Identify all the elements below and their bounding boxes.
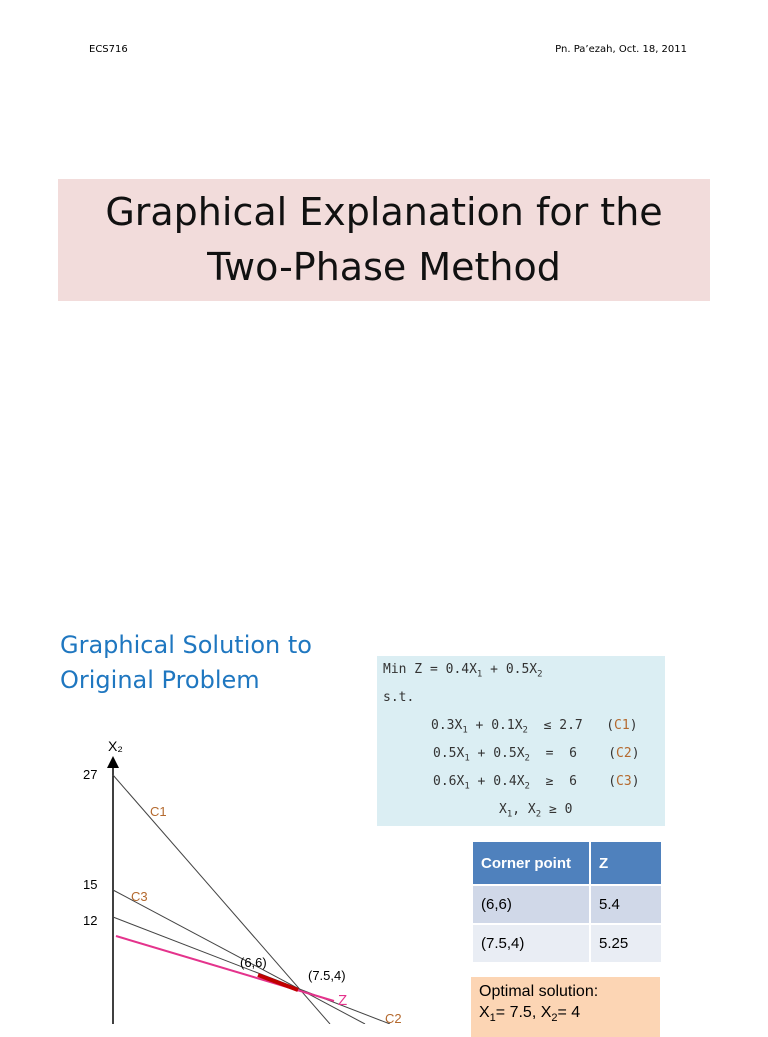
cell-corner-point: (7.5,4)	[472, 924, 590, 963]
cell-z: 5.25	[590, 924, 662, 963]
optimal-value: $X_1= 7.5$, $X_2= 4$	[479, 1004, 581, 1025]
constraint-c3: $0.6X_1 + 0.4X_2 \ge 6$ (C3)	[433, 774, 640, 792]
cell-z: 5.4	[590, 885, 662, 924]
header-corner-point: Corner point	[472, 841, 590, 885]
section-title	[60, 628, 312, 698]
table-header-row	[472, 841, 662, 885]
tick-label: 12	[83, 913, 98, 928]
optimal-label: Optimal solution:	[479, 983, 599, 1000]
course-code: ECS716	[89, 44, 128, 55]
nonnegativity: $X_1$, $X_2 \ge 0$	[499, 802, 573, 820]
problem-formulation	[377, 656, 665, 826]
objective-function: Min $Z = 0.4X_1 + 0.5X_2$	[383, 662, 543, 680]
x2-axis-label: X₂	[108, 738, 123, 754]
c2-label: C2	[385, 1011, 402, 1024]
constraint-c2: $0.5X_1 + 0.5X_2 = 6$ (C2)	[433, 746, 640, 764]
section-title-line-2: Original Problem	[60, 666, 260, 694]
c1-label: C1	[150, 804, 167, 819]
table-row	[472, 885, 662, 924]
c2-line	[113, 917, 390, 1024]
c3-label: C3	[131, 889, 148, 904]
tick-label: 15	[83, 877, 98, 892]
c3-line	[113, 890, 365, 1024]
optimal-solution-box	[471, 977, 660, 1037]
table-row	[472, 924, 662, 963]
header-z: Z	[590, 841, 662, 885]
z-label: Z	[338, 992, 348, 1009]
corner-point-table	[471, 840, 663, 964]
point-label-6-6: (6,6)	[240, 955, 267, 970]
author-date: Pn. Pa’ezah, Oct. 18, 2011	[555, 44, 687, 55]
page-title-line-2: Two-Phase Method	[207, 245, 561, 289]
page-title-line-1: Graphical Explanation for the	[105, 190, 663, 234]
point-label-7-5-4: (7.5,4)	[308, 968, 346, 983]
tick-label: 27	[83, 767, 98, 782]
section-title-line-1: Graphical Solution to	[60, 631, 312, 659]
subject-to-label: s.t.	[383, 690, 415, 705]
title-banner	[58, 179, 710, 301]
cell-corner-point: (6,6)	[472, 885, 590, 924]
z-line	[116, 936, 334, 1001]
constraint-c1: $0.3X_1 + 0.1X_2 \le 2.7$ (C1)	[431, 718, 638, 736]
feasible-region-graph	[0, 730, 420, 1024]
